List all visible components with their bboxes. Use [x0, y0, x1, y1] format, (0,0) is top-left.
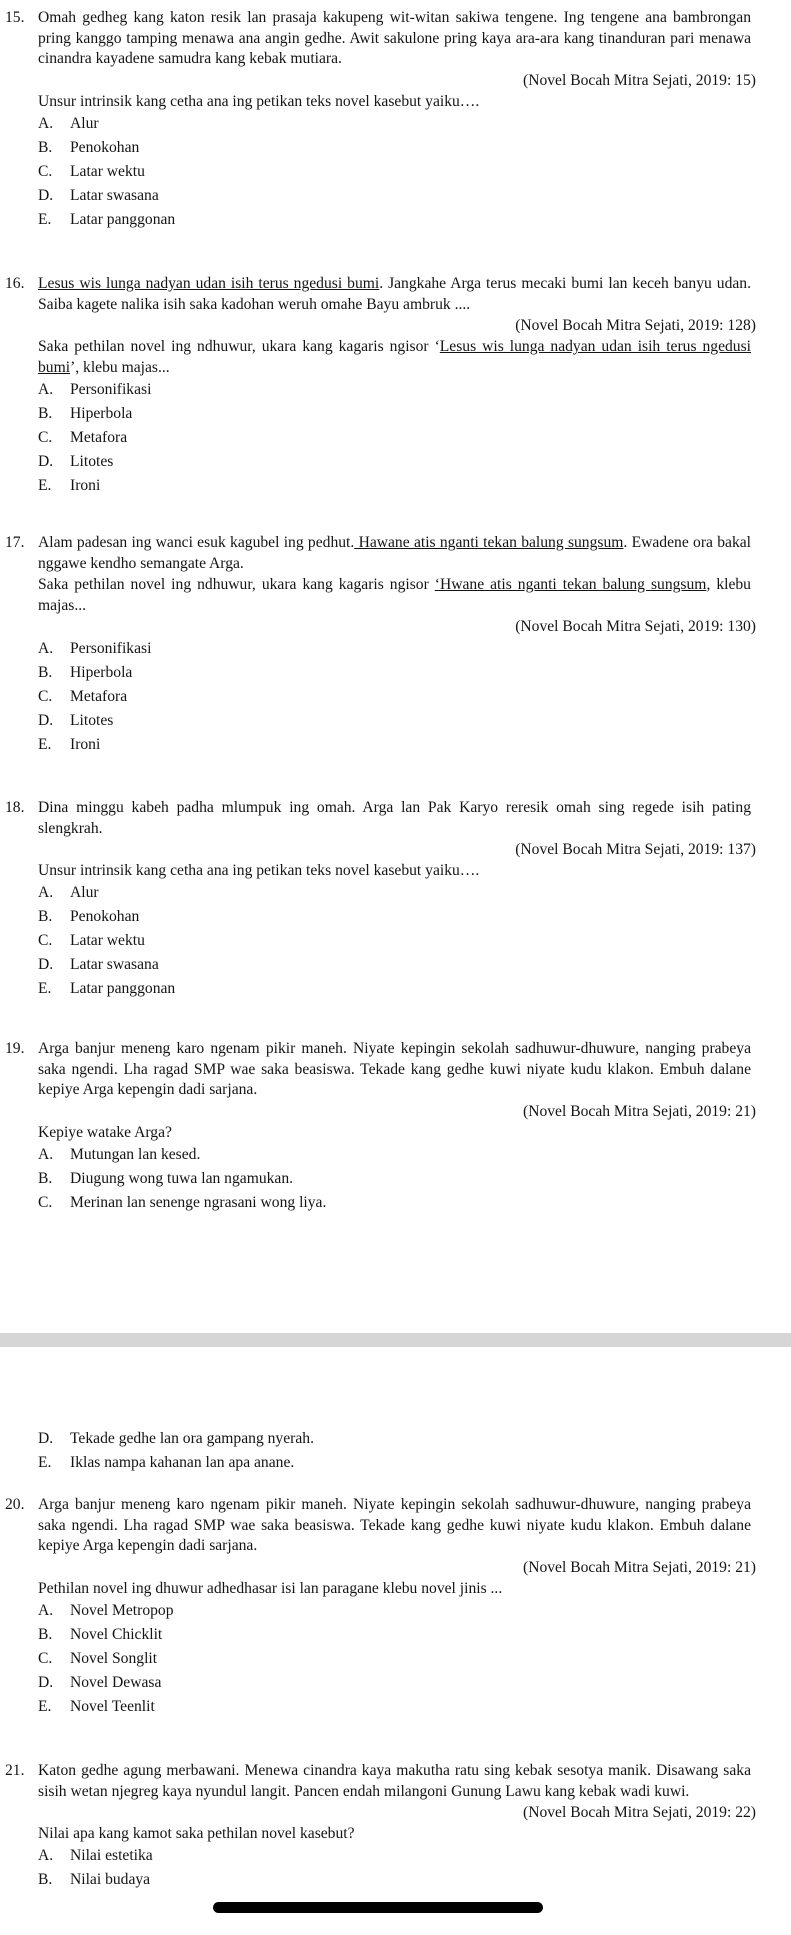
source-citation: (Novel Bocah Mitra Sejati, 2019: 21) [523, 1102, 756, 1120]
option-c[interactable] [38, 929, 791, 953]
option-e[interactable] [38, 1695, 791, 1719]
option-text: Alur [70, 884, 99, 901]
question-18 [0, 798, 791, 1001]
option-text: Latar swasana [70, 956, 159, 973]
question-prompt [0, 574, 791, 616]
stem-text: Dina minggu kabeh padha mlumpuk ing omah. Arga lan Pak Karyo reresik omah sing regede isih pating slengkrah. [38, 799, 751, 837]
option-c[interactable] [38, 685, 791, 709]
question-prompt: Nilai apa kang kamot saka pethilan novel kasebut? [38, 1825, 355, 1842]
question-19-continued [0, 1427, 791, 1475]
option-text: Merinan lan senenge ngrasani wong liya. [70, 1193, 327, 1211]
option-letter: B. [38, 1169, 53, 1187]
option-text: Novel Metropop [70, 1601, 174, 1619]
option-letter: E. [38, 736, 52, 753]
source-citation: (Novel Bocah Mitra Sejati, 2019: 21) [523, 1558, 756, 1576]
option-text: Novel Dewasa [70, 1673, 162, 1691]
option-b[interactable] [38, 1167, 791, 1191]
page-break [0, 1333, 791, 1347]
option-text: Personifikasi [70, 640, 152, 657]
option-text: Ironi [70, 736, 101, 753]
option-letter: B. [38, 1871, 53, 1888]
option-d[interactable] [38, 709, 791, 733]
question-number: 15. [5, 9, 25, 26]
option-d[interactable] [38, 953, 791, 977]
option-text: Tekade gedhe lan ora gampang nyerah. [70, 1430, 314, 1447]
option-b[interactable] [38, 905, 791, 929]
option-letter: B. [38, 405, 53, 422]
source-citation: (Novel Bocah Mitra Sejati, 2019: 15) [523, 71, 756, 89]
stem-text: Katon gedhe agung merbawani. Menewa cinandra kaya makutha ratu sing kebak sesotya manik. Disawang saka sisih wetan njegreg kaya nyundul langit. Pancen endah milangoni Gunung Lawu kang kebak wadi kuwi. [38, 1762, 751, 1800]
option-letter: D. [38, 1673, 54, 1691]
option-letter: B. [38, 1625, 53, 1643]
option-letter: B. [38, 664, 53, 681]
prompt-text: Saka pethilan novel ing ndhuwur, ukara kang kagaris ngisor [38, 576, 435, 593]
option-letter: B. [38, 138, 53, 156]
option-b[interactable] [38, 402, 791, 426]
option-letter: C. [38, 429, 53, 446]
option-b[interactable] [38, 661, 791, 685]
question-stem [0, 1495, 791, 1557]
option-a[interactable] [38, 881, 791, 905]
option-c[interactable] [38, 426, 791, 450]
option-text: Latar panggonan [70, 980, 176, 997]
option-text: Novel Chicklit [70, 1625, 163, 1643]
question-21 [0, 1761, 791, 1892]
option-text: Mutungan lan kesed. [70, 1145, 201, 1163]
option-text: Nilai budaya [70, 1871, 151, 1888]
source-citation: (Novel Bocah Mitra Sejati, 2019: 130) [515, 618, 756, 635]
question-stem [0, 533, 791, 574]
option-text: Ironi [70, 477, 101, 494]
stem-text: Alam padesan ing wanci esuk kagubel ing pedhut. [38, 534, 355, 551]
option-letter: B. [38, 908, 53, 925]
option-e[interactable] [38, 977, 791, 1001]
options-list [0, 1143, 791, 1215]
question-stem [0, 798, 791, 839]
question-stem [0, 1761, 791, 1802]
question-stem [0, 8, 791, 70]
question-number: 16. [5, 275, 25, 292]
option-d[interactable] [38, 450, 791, 474]
option-e[interactable] [38, 474, 791, 498]
options-list [0, 378, 791, 498]
option-a[interactable] [38, 637, 791, 661]
option-text: Novel Teenlit [70, 1697, 155, 1715]
option-letter: E. [38, 210, 52, 228]
option-text: Iklas nampa kahanan lan apa anane. [70, 1454, 295, 1471]
source-citation: (Novel Bocah Mitra Sejati, 2019: 128) [515, 317, 756, 334]
option-letter: A. [38, 640, 54, 657]
prompt-text: Saka pethilan novel ing ndhuwur, ukara kang kagaris ngisor ‘ [38, 338, 440, 355]
option-letter: C. [38, 162, 53, 180]
stem-text: Arga banjur meneng karo ngenam pikir maneh. Niyate kepingin sekolah sadhuwur-dhuwure, nanging prabeya saka ngendi. Lha ragad SMP wae saka beasiswa. Tekade kang gedhe kuwi niyate kudu klakon. Embuh dalane kepiye Arga kepengin dadi sarjana. [38, 1496, 751, 1554]
option-text: Hiperbola [70, 405, 133, 422]
question-prompt: Unsur intrinsik kang cetha ana ing petikan teks novel kasebut yaiku…. [38, 862, 480, 879]
option-a[interactable] [38, 112, 791, 136]
option-b[interactable] [38, 1623, 791, 1647]
question-17 [0, 533, 791, 757]
source-citation: (Novel Bocah Mitra Sejati, 2019: 137) [515, 841, 756, 858]
option-d[interactable] [38, 1427, 791, 1451]
question-prompt: Kepiye watake Arga? [38, 1123, 172, 1141]
prompt-text: ’, klebu majas... [70, 359, 170, 376]
option-text: Latar wektu [70, 162, 145, 180]
question-number: 19. [5, 1040, 25, 1057]
option-e[interactable] [38, 733, 791, 757]
question-16 [0, 274, 791, 498]
option-letter: C. [38, 688, 53, 705]
question-prompt [0, 336, 791, 378]
option-letter: A. [38, 1847, 54, 1864]
option-text: Alur [70, 114, 99, 132]
option-d[interactable] [38, 1671, 791, 1695]
option-letter: D. [38, 956, 54, 973]
question-number: 18. [5, 799, 25, 816]
option-b[interactable] [38, 1868, 791, 1892]
option-letter: D. [38, 453, 54, 470]
option-letter: D. [38, 1430, 54, 1447]
option-text: Penokohan [70, 908, 140, 925]
option-letter: E. [38, 1454, 52, 1471]
option-letter: E. [38, 980, 52, 997]
option-c[interactable] [38, 1191, 791, 1215]
option-text: Metafora [70, 429, 128, 446]
question-prompt: Unsur intrinsik kang cetha ana ing petikan teks novel kasebut yaiku…. [38, 92, 480, 110]
stem-text: Omah gedheg kang katon resik lan prasaja kakupeng wit-witan sakiwa tengene. Ing tengene ana bambrongan pring kanggo tamping menawa ana angin gedhe. Awit sakulone pring kaya ara-ara kang tinanduran pari menawa cinandra kayadene samudra kang kebak mutiara. [38, 9, 751, 67]
question-number: 21. [5, 1762, 25, 1779]
question-prompt: Pethilan novel ing dhuwur adhedhasar isi lan paragane klebu novel jinis ... [38, 1579, 503, 1597]
underlined-quote: ‘Hwane atis nganti tekan balung sungsum [434, 576, 707, 593]
options-list [0, 112, 791, 232]
option-letter: A. [38, 884, 54, 901]
options-list [0, 1599, 791, 1719]
option-a[interactable] [38, 1599, 791, 1623]
question-stem [0, 274, 791, 315]
stem-text: . Jangkahe Arga terus mecaki bumi lan keceh banyu udan. Saiba kagete nalika isih saka kadohan weruh omahe Bayu ambruk .... [38, 275, 751, 313]
option-letter: A. [38, 1601, 54, 1619]
source-citation: (Novel Bocah Mitra Sejati, 2019: 22) [523, 1804, 756, 1821]
question-20 [0, 1495, 791, 1719]
underlined-sentence: Hawane atis nganti tekan balung sungsum [354, 534, 624, 551]
option-text: Latar wektu [70, 932, 145, 949]
question-number: 17. [5, 534, 25, 551]
option-letter: C. [38, 1193, 53, 1211]
option-letter: D. [38, 712, 54, 729]
option-a[interactable] [38, 1143, 791, 1167]
question-19 [0, 1039, 791, 1215]
question-number: 20. [5, 1496, 25, 1513]
option-letter: A. [38, 381, 54, 398]
option-letter: C. [38, 932, 53, 949]
options-list [0, 1427, 791, 1475]
option-text: Penokohan [70, 138, 140, 156]
underlined-sentence: Lesus wis lunga nadyan udan isih terus ngedusi bumi [38, 275, 380, 292]
option-e[interactable] [38, 1451, 791, 1475]
options-list [0, 1844, 791, 1892]
option-text: Novel Songlit [70, 1649, 158, 1667]
option-text: Nilai estetika [70, 1847, 153, 1864]
stem-text: . Ewadene ora bakal nggawe kendho semangate Arga. [38, 534, 751, 572]
option-text: Hiperbola [70, 664, 133, 681]
underlined-quote: Lesus wis lunga nadyan udan isih terus ngedusi bumi [38, 338, 752, 376]
option-a[interactable] [38, 378, 791, 402]
option-text: Latar panggonan [70, 210, 176, 228]
prompt-text: , klebu majas... [38, 576, 751, 614]
option-letter: E. [38, 1697, 52, 1715]
option-e[interactable] [38, 208, 791, 232]
option-a[interactable] [38, 1844, 791, 1868]
options-list [0, 637, 791, 757]
question-15 [0, 8, 791, 232]
option-text: Litotes [70, 453, 114, 470]
option-text: Metafora [70, 688, 128, 705]
option-text: Latar swasana [70, 186, 159, 204]
option-d[interactable] [38, 184, 791, 208]
option-text: Personifikasi [70, 381, 152, 398]
option-letter: D. [38, 186, 54, 204]
option-letter: A. [38, 114, 54, 132]
option-c[interactable] [38, 1647, 791, 1671]
stem-text: Arga banjur meneng karo ngenam pikir maneh. Niyate kepingin sekolah sadhuwur-dhuwure, nanging prabeya saka ngendi. Lha ragad SMP wae saka beasiswa. Tekade kang gedhe kuwi niyate kudu klakon. Embuh dalane kepiye Arga kepengin dadi sarjana. [38, 1040, 751, 1098]
question-stem [0, 1039, 791, 1101]
option-c[interactable] [38, 160, 791, 184]
option-letter: A. [38, 1145, 54, 1163]
option-text: Diugung wong tuwa lan ngamukan. [70, 1169, 294, 1187]
option-b[interactable] [38, 136, 791, 160]
options-list [0, 881, 791, 1001]
home-indicator[interactable] [213, 1902, 543, 1913]
option-letter: E. [38, 477, 52, 494]
option-text: Litotes [70, 712, 114, 729]
option-letter: C. [38, 1649, 53, 1667]
